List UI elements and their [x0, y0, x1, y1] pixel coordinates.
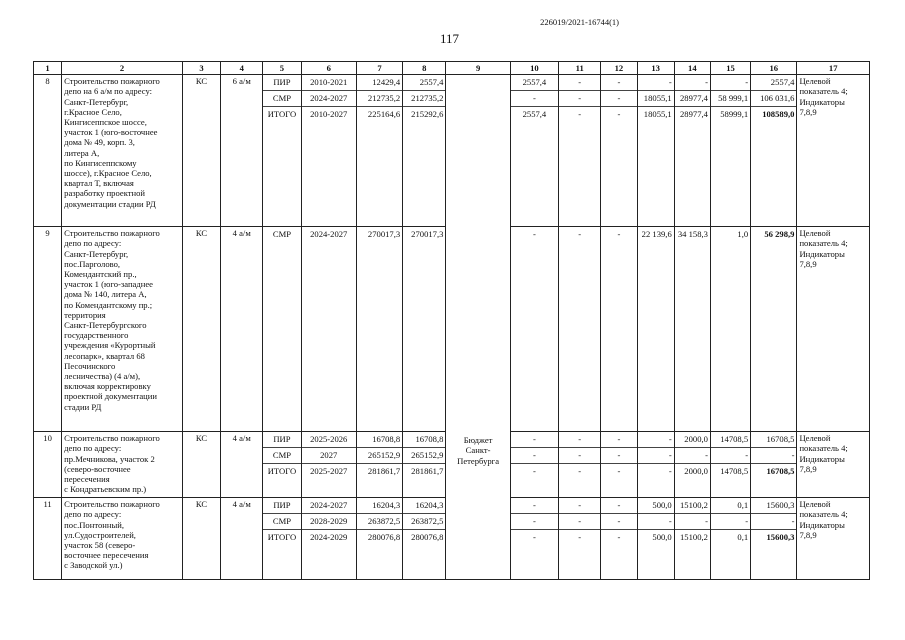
period: 2024-2027	[302, 91, 356, 107]
year-value-col-14: 2000,0	[684, 466, 708, 477]
year-value-col-13: 18055,1	[638, 91, 674, 107]
work-stage: ПИР	[263, 498, 300, 514]
goal-indicator	[797, 498, 870, 580]
object-name-text: Строительство пожарного депо по адресу: пос.Понтонный, ул.Судостроителей, участок 58 (северо- восточнее пересечения с Заводской ул.)	[64, 499, 160, 571]
column-header-2: 2	[62, 62, 183, 75]
year-value-col-15-cell	[710, 432, 750, 498]
document-registration-number: 226019/2021-16744(1)	[540, 17, 619, 27]
object-name-text: Строительство пожарного депо по адресу: пр.Мечникова, участок 2 (северо-восточнее пересечения с Кондратьевским пр.)	[64, 433, 160, 495]
year-value-col-11: -	[559, 448, 600, 464]
year-value-col-14-cell	[674, 75, 710, 227]
year-value-col-14: -	[675, 75, 710, 91]
year-value-col-10-cell	[510, 75, 558, 227]
period: 2024-2027	[310, 229, 348, 240]
object-name	[62, 227, 183, 432]
object-name-text: Строительство пожарного депо на 6 а/м по адресу: Санкт-Петербург, г.Красное Село, Кингисеппское шоссе, участок 1 (юго-восточнее дома № 49, корп. 3, литера А, по Кингисеппскому шоссе), г.Красное Село, квартал Т, включая разработку проектной документации стадии РД	[64, 76, 160, 209]
row-number	[34, 75, 62, 227]
year-value-col-16-cell	[751, 498, 797, 580]
year-value-col-14: 34 158,3	[677, 229, 708, 240]
year-value-col-15-cell	[710, 498, 750, 580]
year-value-col-14: 15100,2	[680, 532, 708, 543]
year-value-col-15: 14708,5	[711, 432, 750, 448]
year-value-col-13-cell	[637, 75, 674, 227]
year-value-col-11-cell	[559, 498, 601, 580]
total-cost-cell	[356, 227, 402, 432]
total-cost: 12429,4	[357, 75, 402, 91]
period-cell	[301, 498, 356, 580]
period: 2010-2027	[310, 109, 348, 120]
year-value-col-11-cell	[559, 227, 601, 432]
year-value-col-10: -	[532, 532, 536, 543]
column-header-1: 1	[34, 62, 62, 75]
year-value-col-16: -	[751, 448, 796, 464]
period: 2010-2021	[302, 75, 356, 91]
capacity	[221, 75, 263, 227]
remaining-cost: 2557,4	[403, 75, 445, 91]
object-type-text: КС	[195, 433, 208, 444]
goal-indicator	[797, 432, 870, 498]
remaining-cost: 212735,2	[403, 91, 445, 107]
row-number	[34, 498, 62, 580]
remaining-cost: 215292,6	[411, 109, 444, 120]
year-value-col-11: -	[559, 432, 600, 448]
goal-indicator-text: Целевой показатель 4; Индикаторы 7,8,9	[799, 499, 848, 540]
year-value-col-10: -	[511, 448, 558, 464]
year-value-col-14-cell	[674, 227, 710, 432]
remaining-cost: 280076,8	[411, 532, 444, 543]
column-header-11: 11	[559, 62, 601, 75]
object-type	[182, 75, 220, 227]
total-cost: 280076,8	[367, 532, 401, 543]
year-value-col-12-cell	[601, 432, 637, 498]
year-value-col-13: -	[638, 514, 674, 530]
total-cost-cell	[356, 498, 402, 580]
capacity-text: 4 а/м	[232, 499, 251, 510]
total-cost: 281861,7	[367, 466, 401, 477]
column-header-3: 3	[182, 62, 220, 75]
year-value-col-13-cell	[637, 227, 674, 432]
year-value-col-11: -	[578, 109, 582, 120]
year-value-col-13: -	[638, 75, 674, 91]
year-value-col-15-cell	[710, 227, 750, 432]
year-value-col-15: 1,0	[737, 229, 749, 240]
year-value-col-12-cell	[601, 75, 637, 227]
row-number-text: 10	[43, 433, 52, 444]
year-value-col-12: -	[617, 109, 621, 120]
year-value-col-16-cell	[751, 227, 797, 432]
total-cost-cell	[356, 75, 402, 227]
total-cost: 16708,8	[357, 432, 402, 448]
year-value-col-16-cell	[751, 432, 797, 498]
funding-source-cell	[446, 75, 510, 580]
remaining-cost-cell	[403, 498, 446, 580]
column-header-16: 16	[751, 62, 797, 75]
total-cost: 212735,2	[357, 91, 402, 107]
year-value-col-16: 15600,3	[766, 532, 795, 543]
capacity	[221, 432, 263, 498]
total-cost: 16204,3	[357, 498, 402, 514]
column-header-17: 17	[797, 62, 870, 75]
year-value-col-11-cell	[559, 432, 601, 498]
year-value-col-15: 14708,5	[720, 466, 749, 477]
year-value-col-16: 108589,0	[762, 109, 795, 120]
object-type-text: КС	[195, 499, 208, 510]
remaining-cost: 281861,7	[411, 466, 444, 477]
work-stage: СМР	[263, 448, 300, 464]
column-header-15: 15	[710, 62, 750, 75]
total-cost: 270017,3	[367, 229, 401, 240]
year-value-col-16: 56 298,9	[764, 229, 795, 240]
year-value-col-11: -	[559, 514, 600, 530]
year-value-col-16: -	[751, 514, 796, 530]
column-header-9: 9	[446, 62, 510, 75]
year-value-col-10: 2557,4	[522, 109, 547, 120]
total-cost-cell	[356, 432, 402, 498]
row-number	[34, 227, 62, 432]
goal-indicator	[797, 227, 870, 432]
object-name	[62, 498, 183, 580]
year-value-col-12: -	[601, 514, 636, 530]
year-value-col-13: -	[638, 432, 674, 448]
period: 2027	[302, 448, 356, 464]
year-value-col-13: 18055,1	[643, 109, 672, 120]
year-value-col-13-cell	[637, 498, 674, 580]
year-value-col-16: 16708,5	[766, 466, 795, 477]
total-cost: 265152,9	[357, 448, 402, 464]
work-stage: СМР	[263, 91, 300, 107]
row-number-text: 9	[45, 228, 50, 239]
remaining-cost-cell	[403, 432, 446, 498]
object-name-text: Строительство пожарного депо по адресу: Санкт-Петербург, пос.Парголово, Комендантский пр., участок 1 (юго-западнее дома № 140, литера А, по Комендантскому пр.; территория Санкт-Петербургского государственного учреждения «Курортный лесопарк», квартал 68 Песочинского лесничества) (4 а/м), включая корректировку проектной документации стадии РД	[64, 228, 160, 412]
year-value-col-16: 2557,4	[751, 75, 796, 91]
year-value-col-15-cell	[710, 75, 750, 227]
capacity-text: 4 а/м	[232, 228, 251, 239]
year-value-col-14: 28977,4	[675, 91, 710, 107]
capacity	[221, 227, 263, 432]
work-stage-cell	[263, 75, 301, 227]
year-value-col-10: 2557,4	[511, 75, 558, 91]
program-table	[33, 61, 870, 580]
column-number-header-row	[34, 62, 870, 75]
year-value-col-12-cell	[601, 498, 637, 580]
year-value-col-13: -	[638, 448, 674, 464]
capacity	[221, 498, 263, 580]
goal-indicator	[797, 75, 870, 227]
goal-indicator-text: Целевой показатель 4; Индикаторы 7,8,9	[799, 228, 848, 269]
column-header-7: 7	[356, 62, 402, 75]
year-value-col-12-cell	[601, 227, 637, 432]
column-header-10: 10	[510, 62, 558, 75]
year-value-col-11: -	[578, 532, 582, 543]
year-value-col-11-cell	[559, 75, 601, 227]
period: 2024-2027	[302, 498, 356, 514]
remaining-cost-cell	[403, 227, 446, 432]
year-value-col-16: 15600,3	[751, 498, 796, 514]
year-value-col-10: -	[511, 91, 558, 107]
year-value-col-13: -	[668, 466, 672, 477]
period-cell	[301, 432, 356, 498]
year-value-col-11: -	[559, 91, 600, 107]
year-value-col-13-cell	[637, 432, 674, 498]
remaining-cost: 270017,3	[411, 229, 444, 240]
year-value-col-16: 106 031,6	[751, 91, 796, 107]
year-value-col-10-cell	[510, 432, 558, 498]
year-value-col-12: -	[601, 91, 636, 107]
object-type-text: КС	[195, 228, 208, 239]
year-value-col-14: -	[675, 448, 710, 464]
year-value-col-12: -	[601, 498, 636, 514]
funding-source: Бюджет Санкт- Петербурга	[457, 435, 500, 466]
year-value-col-14: 2000,0	[675, 432, 710, 448]
year-value-col-16: 16708,5	[751, 432, 796, 448]
year-value-col-14-cell	[674, 432, 710, 498]
object-type	[182, 498, 220, 580]
remaining-cost: 265152,9	[403, 448, 445, 464]
year-value-col-15: 58999,1	[720, 109, 749, 120]
period: 2025-2026	[302, 432, 356, 448]
period: 2028-2029	[302, 514, 356, 530]
year-value-col-10-cell	[510, 227, 558, 432]
remaining-cost: 16204,3	[403, 498, 445, 514]
year-value-col-10: -	[532, 229, 536, 240]
year-value-col-14: -	[675, 514, 710, 530]
work-stage-cell	[263, 227, 301, 432]
year-value-col-12: -	[601, 432, 636, 448]
year-value-col-14: 28977,4	[680, 109, 708, 120]
year-value-col-14-cell	[674, 498, 710, 580]
year-value-col-10: -	[532, 466, 536, 477]
year-value-col-11: -	[578, 229, 582, 240]
work-stage: ИТОГО	[267, 466, 297, 477]
year-value-col-15: -	[711, 448, 750, 464]
year-value-col-11: -	[578, 466, 582, 477]
page-number: 117	[440, 31, 460, 46]
column-header-5: 5	[263, 62, 301, 75]
year-value-col-12: -	[601, 448, 636, 464]
year-value-col-15: 58 999,1	[711, 91, 750, 107]
work-stage: ИТОГО	[267, 109, 297, 120]
year-value-col-12: -	[617, 466, 621, 477]
capacity-text: 4 а/м	[232, 433, 251, 444]
work-stage: СМР	[263, 514, 300, 530]
remaining-cost-cell	[403, 75, 446, 227]
row-number-text: 8	[45, 76, 50, 87]
row-number-text: 11	[43, 499, 52, 510]
year-value-col-15: -	[711, 514, 750, 530]
object-type	[182, 227, 220, 432]
remaining-cost: 16708,8	[403, 432, 445, 448]
year-value-col-11: -	[559, 498, 600, 514]
year-value-col-15: 0,1	[737, 532, 749, 543]
object-name	[62, 432, 183, 498]
column-header-4: 4	[221, 62, 263, 75]
column-header-8: 8	[403, 62, 446, 75]
period: 2024-2029	[310, 532, 348, 543]
table-row	[34, 75, 870, 227]
year-value-col-13: 22 139,6	[641, 229, 672, 240]
year-value-col-10: -	[511, 514, 558, 530]
year-value-col-10-cell	[510, 498, 558, 580]
goal-indicator-text: Целевой показатель 4; Индикаторы 7,8,9	[799, 433, 848, 474]
year-value-col-12: -	[601, 75, 636, 91]
total-cost: 263872,5	[357, 514, 402, 530]
column-header-12: 12	[601, 62, 637, 75]
year-value-col-16-cell	[751, 75, 797, 227]
year-value-col-13: 500,0	[652, 532, 672, 543]
column-header-6: 6	[301, 62, 356, 75]
year-value-col-12: -	[617, 229, 621, 240]
period-cell	[301, 227, 356, 432]
work-stage: ИТОГО	[267, 532, 297, 543]
year-value-col-10: -	[511, 432, 558, 448]
column-header-13: 13	[637, 62, 674, 75]
work-stage: СМР	[272, 229, 292, 240]
year-value-col-13: 500,0	[638, 498, 674, 514]
object-type-text: КС	[195, 76, 208, 87]
work-stage-cell	[263, 498, 301, 580]
remaining-cost: 263872,5	[403, 514, 445, 530]
row-number	[34, 432, 62, 498]
work-stage-cell	[263, 432, 301, 498]
year-value-col-12: -	[617, 532, 621, 543]
object-type	[182, 432, 220, 498]
capacity-text: 6 а/м	[232, 76, 251, 87]
period: 2025-2027	[310, 466, 348, 477]
goal-indicator-text: Целевой показатель 4; Индикаторы 7,8,9	[799, 76, 848, 117]
work-stage: ПИР	[263, 75, 300, 91]
year-value-col-14: 15100,2	[675, 498, 710, 514]
year-value-col-10: -	[511, 498, 558, 514]
year-value-col-15: -	[711, 75, 750, 91]
period-cell	[301, 75, 356, 227]
total-cost: 225164,6	[367, 109, 401, 120]
year-value-col-11: -	[559, 75, 600, 91]
year-value-col-15: 0,1	[711, 498, 750, 514]
object-name	[62, 75, 183, 227]
work-stage: ПИР	[263, 432, 300, 448]
column-header-14: 14	[674, 62, 710, 75]
